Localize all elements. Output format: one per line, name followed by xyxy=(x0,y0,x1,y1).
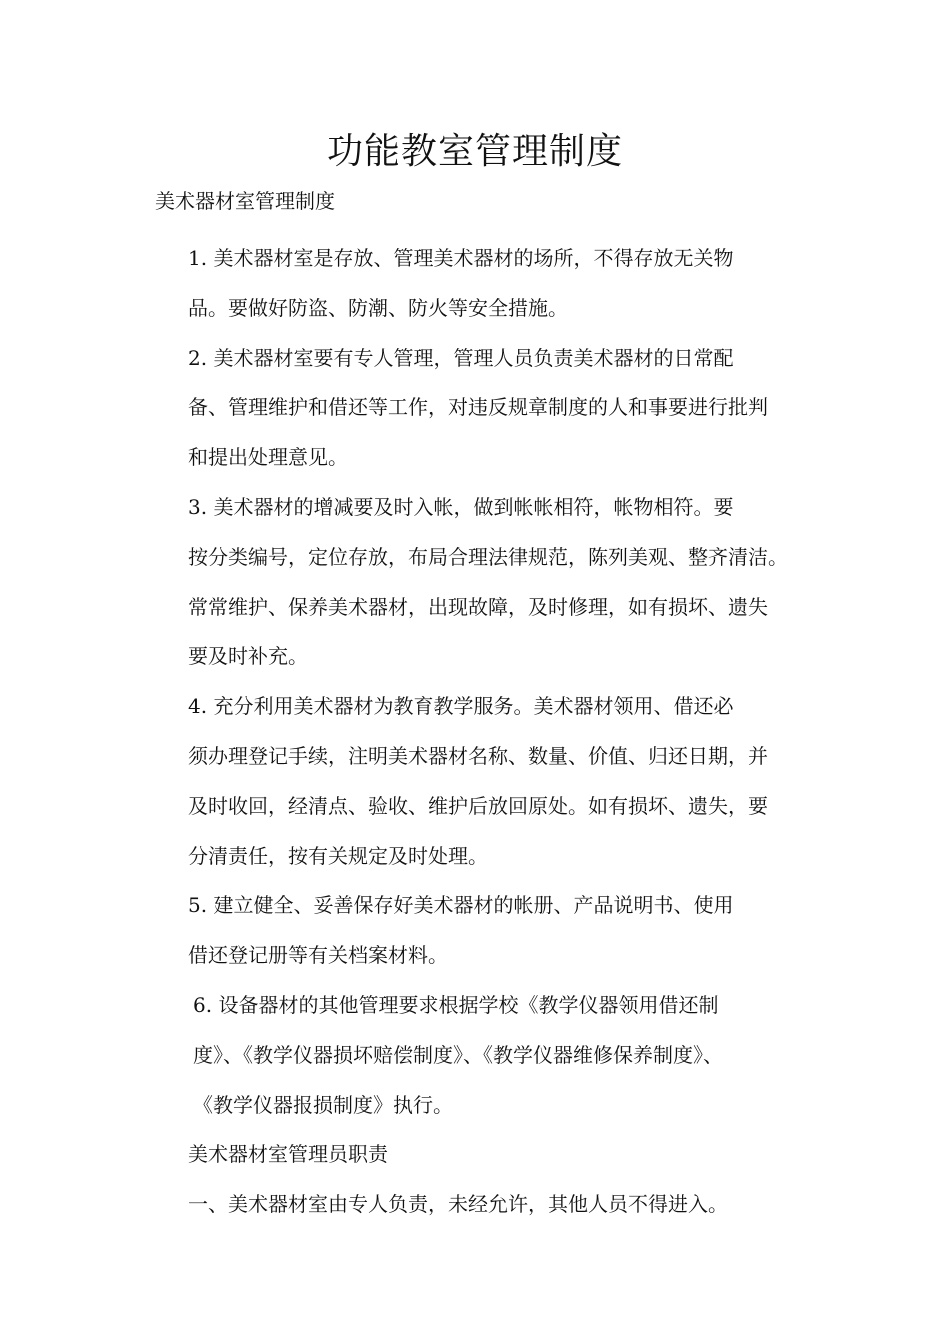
section-heading-admin-duties xyxy=(145,1130,825,1180)
paragraph-line: 借还登记册等有关档案材料。 xyxy=(188,943,448,968)
paragraph-line: 和提出处理意见。 xyxy=(188,445,348,470)
paragraph-line: 须办理登记手续，注明美术器材名称、数量、价值、归还日期，并 xyxy=(188,743,768,768)
paragraph-line: 常常维护、保养美术器材，出现故障，及时修理，如有损坏、遗失 xyxy=(188,594,768,619)
paragraph-line: 美术器材室管理员职责 xyxy=(188,1142,388,1167)
paragraph-line: 度》、《教学仪器损坏赔偿制度》、《教学仪器维修保养制度》、 xyxy=(193,1042,723,1067)
paragraph-line: 分清责任，按有关规定及时处理。 xyxy=(188,843,488,868)
document-body xyxy=(145,234,825,1230)
section-subtitle: 美术器材室管理制度 xyxy=(155,189,335,213)
paragraph-line: 备、管理维护和借还等工作，对违反规章制度的人和事要进行批判 xyxy=(188,395,768,420)
paragraph-line: 按分类编号，定位存放，布局合理法律规范，陈列美观、整齐清洁。 xyxy=(188,544,788,569)
paragraph-duty-1 xyxy=(145,1180,825,1230)
paragraph-line: 品。要做好防盗、防潮、防火等安全措施。 xyxy=(188,295,568,320)
paragraph-line: 一、美术器材室由专人负责，未经允许，其他人员不得进入。 xyxy=(188,1192,728,1217)
paragraph-line: 及时收回，经清点、验收、维护后放回原处。如有损坏、遗失，要 xyxy=(188,793,768,818)
paragraph-line: 1. 美术器材室是存放、管理美术器材的场所，不得存放无关物 xyxy=(188,246,734,270)
paragraph-line: 5. 建立健全、妥善保存好美术器材的帐册、产品说明书、使用 xyxy=(188,893,734,918)
paragraph-line: 2. 美术器材室要有专人管理，管理人员负责美术器材的日常配 xyxy=(188,345,734,370)
paragraph-line: 要及时补充。 xyxy=(188,644,308,669)
paragraph-item-1 xyxy=(145,234,825,334)
paragraph-item-2 xyxy=(145,334,825,483)
paragraph-line: 4. 充分利用美术器材为教育教学服务。美术器材领用、借还必 xyxy=(188,694,734,719)
document-title: 功能教室管理制度 xyxy=(326,131,623,172)
paragraph-line: 6. 设备器材的其他管理要求根据学校《教学仪器领用借还制 xyxy=(193,992,719,1017)
paragraph-item-6 xyxy=(145,981,825,1130)
paragraph-line: 《教学仪器报损制度》执行。 xyxy=(193,1092,453,1117)
paragraph-item-4 xyxy=(145,682,825,881)
paragraph-line: 3. 美术器材的增减要及时入帐，做到帐帐相符，帐物相符。要 xyxy=(188,494,734,519)
paragraph-item-3 xyxy=(145,483,825,682)
paragraph-item-5 xyxy=(145,881,825,981)
